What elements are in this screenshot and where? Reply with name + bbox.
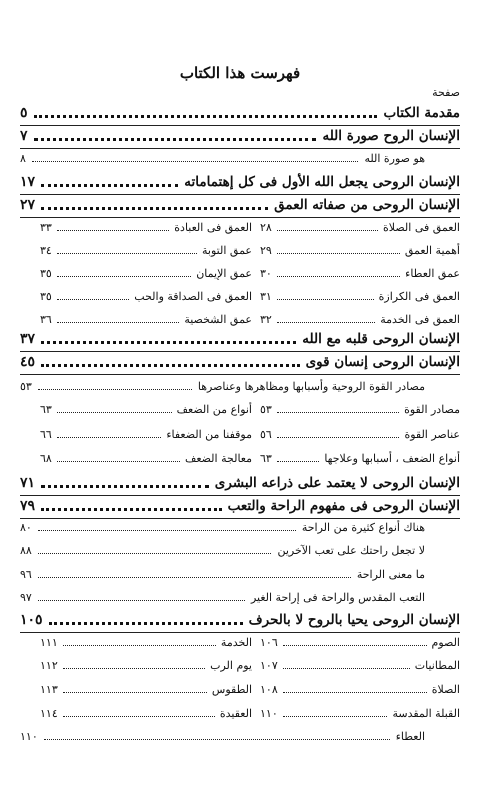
- dot-leader: [41, 341, 296, 344]
- dot-leader: [57, 412, 172, 413]
- toc-subentry-left: [40, 267, 252, 285]
- toc-subentry-left: [40, 428, 252, 446]
- toc-page-number: ٨٨: [20, 544, 32, 557]
- dot-leader: [283, 692, 427, 693]
- toc-page-number: ١١١: [40, 636, 58, 649]
- dot-leader: [277, 437, 399, 438]
- toc-page-number: ٨: [20, 152, 26, 165]
- toc-page-number: ٣٤: [40, 244, 52, 257]
- toc-subentry: [20, 591, 425, 613]
- toc-subentry-right: [260, 244, 460, 262]
- toc-subentry-right: [260, 659, 460, 677]
- toc-page-number: ٣٦: [40, 313, 52, 326]
- dot-leader: [44, 739, 390, 740]
- toc-page-number: ٣٠: [260, 267, 272, 280]
- dot-leader: [63, 645, 216, 646]
- dot-leader: [38, 389, 192, 390]
- dot-leader: [63, 692, 207, 693]
- dot-leader: [277, 412, 399, 413]
- toc-page-number: ٣٣: [40, 221, 52, 234]
- toc-subentry-title: عمق الشخصية: [184, 313, 252, 326]
- toc-subentry-left: [40, 452, 252, 470]
- toc-subentry-title: مصادر القوة: [404, 403, 460, 416]
- toc-subentry-title: معالجة الضعف: [184, 452, 252, 465]
- toc-section-title: الإنسان الروحى من صفاته العمق: [274, 197, 460, 213]
- toc-page-number: ١١٢: [40, 659, 58, 672]
- section-underline: [20, 194, 460, 195]
- dot-leader: [277, 299, 374, 300]
- toc-section-title: الإنسان الروح صورة الله: [322, 128, 460, 144]
- toc-subentry-title: عمق التوبة: [202, 244, 252, 257]
- toc-subentry-title: هو صورة الله: [364, 152, 425, 165]
- toc-subentry-right: [260, 290, 460, 308]
- dot-leader: [41, 207, 268, 210]
- toc-page-number: ٢٩: [260, 244, 272, 257]
- dot-leader: [57, 461, 180, 462]
- toc-page-number: ٧: [20, 128, 28, 144]
- toc-subentry-right: [260, 267, 460, 285]
- toc-section-title: الإنسان الروحى يجعل الله الأول فى كل إهتماماته: [184, 174, 460, 190]
- dot-leader: [277, 253, 400, 254]
- toc-subentry-title: الخدمة: [220, 636, 252, 649]
- toc-subentry-title: العقيدة: [219, 707, 252, 720]
- dot-leader: [41, 364, 300, 367]
- toc-section-title: الإنسان الروحى قلبه مع الله: [302, 331, 460, 347]
- dot-leader: [32, 161, 358, 162]
- toc-page-number: ١٠٥: [20, 612, 43, 628]
- toc-page-number: ٦٦: [40, 428, 52, 441]
- section-underline: [20, 632, 460, 633]
- toc-subentry: [20, 380, 425, 402]
- toc-page-number: ٦٣: [260, 452, 272, 465]
- toc-page-number: ٢٧: [20, 197, 36, 213]
- dot-leader: [38, 577, 351, 578]
- toc-section-entry: [20, 105, 460, 127]
- dot-leader: [283, 668, 410, 669]
- dot-leader: [277, 322, 375, 323]
- toc-subentry-title: أنواع من الضعف: [176, 403, 252, 416]
- toc-subentry-title: عمق العطاء: [405, 267, 460, 280]
- toc-subentry: [20, 730, 425, 752]
- toc-subentry-title: الصلاة: [431, 683, 460, 696]
- dot-leader: [283, 716, 387, 717]
- toc-subentry: [20, 544, 425, 566]
- section-underline: [20, 351, 460, 352]
- toc-subentry-left: [40, 707, 252, 725]
- page-title: فهرست هذا الكتاب: [179, 64, 301, 82]
- toc-page-number: ٧١: [20, 475, 36, 491]
- dot-leader: [57, 322, 179, 323]
- dot-leader: [57, 437, 161, 438]
- dot-leader: [38, 530, 296, 531]
- toc-page-number: ١٠٧: [260, 659, 278, 672]
- section-underline: [20, 125, 460, 126]
- toc-page-number: ٥٣: [20, 380, 32, 393]
- toc-subentry-left: [40, 244, 252, 262]
- toc-page-number: ١١٣: [40, 683, 58, 696]
- toc-subentry-title: أهمية العمق: [404, 244, 460, 257]
- toc-page-number: ١٧: [20, 174, 36, 190]
- toc-section-title: الإنسان الروحى لا يعتمد على ذراعه البشرى: [214, 475, 460, 491]
- toc-section-entry: [20, 612, 460, 634]
- toc-subentry-title: مصادر القوة الروحية وأسبابها ومظاهرها وعناصرها: [197, 380, 425, 393]
- toc-page-number: ٩٦: [20, 568, 32, 581]
- toc-page-number: ٨٠: [20, 521, 32, 534]
- toc-subentry-right: [260, 683, 460, 701]
- dot-leader: [41, 485, 209, 488]
- toc-section-title: الإنسان الروحى إنسان قوى: [305, 354, 460, 370]
- toc-subentry-right: [260, 313, 460, 331]
- toc-subentry-title: هناك أنواع كثيرة من الراحة: [301, 521, 425, 534]
- toc-page-number: ٤٥: [20, 354, 36, 370]
- toc-subentry-title: عمق الإيمان: [196, 267, 252, 280]
- toc-page-number: ٧٩: [20, 498, 36, 514]
- toc-page-number: ٥٦: [260, 428, 272, 441]
- toc-subentry-title: التعب المقدس والراحة فى إراحة الغير: [250, 591, 425, 604]
- section-underline: [20, 148, 460, 149]
- section-underline: [20, 518, 460, 519]
- toc-page-number: ٦٨: [40, 452, 52, 465]
- toc-subentry-title: العمق فى الصلاة: [383, 221, 460, 234]
- dot-leader: [41, 184, 178, 187]
- toc-subentry-title: العمق فى الخدمة: [380, 313, 460, 326]
- dot-leader: [38, 600, 245, 601]
- toc-page-number: ١٠٨: [260, 683, 278, 696]
- dot-leader: [277, 230, 378, 231]
- toc-page-number: ٥٣: [260, 403, 272, 416]
- toc-subentry-left: [40, 683, 252, 701]
- toc-page-number: ١١٤: [40, 707, 58, 720]
- toc-page-number: ٣٥: [40, 290, 52, 303]
- toc-section-title: الإنسان الروحى يحيا بالروح لا بالحرف: [248, 612, 460, 628]
- section-underline: [20, 495, 460, 496]
- toc-section-entry: [20, 475, 460, 497]
- dot-leader: [57, 276, 191, 277]
- toc-page-number: ١١٠: [260, 707, 278, 720]
- dot-leader: [283, 645, 427, 646]
- toc-subentry-title: يوم الرب: [210, 659, 252, 672]
- dot-leader: [63, 716, 215, 717]
- toc-subentry-right: [260, 428, 460, 446]
- toc-section-entry: [20, 354, 460, 376]
- toc-page-number: ٩٧: [20, 591, 32, 604]
- section-underline: [20, 217, 460, 218]
- toc-subentry-left: [40, 403, 252, 421]
- toc-page-number: ٣٥: [40, 267, 52, 280]
- toc-page-number: ١٠٦: [260, 636, 278, 649]
- toc-page-number: ٣١: [260, 290, 272, 303]
- toc-subentry: [20, 152, 425, 174]
- toc-subentry-right: [260, 707, 460, 725]
- section-underline: [20, 374, 460, 375]
- toc-subentry-right: [260, 221, 460, 239]
- toc-subentry-left: [40, 313, 252, 331]
- toc-section-title: الإنسان الروحى فى مفهوم الراحة والتعب: [227, 498, 460, 514]
- toc-subentry-title: العمق فى العبادة: [174, 221, 252, 234]
- page-column-header: صفحة: [432, 86, 460, 99]
- toc-section-entry: [20, 174, 460, 196]
- dot-leader: [57, 299, 129, 300]
- toc-subentry-left: [40, 290, 252, 308]
- dot-leader: [63, 668, 205, 669]
- toc-subentry-title: لا تجعل راحتك على تعب الآخرين: [277, 544, 425, 557]
- toc-subentry-title: القبلة المقدسة: [392, 707, 460, 720]
- toc-section-entry: [20, 498, 460, 520]
- dot-leader: [49, 622, 243, 625]
- toc-subentry-title: العمق فى الكرازة: [378, 290, 460, 303]
- toc-page-number: ٣٧: [20, 331, 36, 347]
- toc-subentry-title: العمق فى الصداقة والحب: [134, 290, 252, 303]
- toc-subentry-title: الطقوس: [211, 683, 252, 696]
- dot-leader: [277, 461, 319, 462]
- toc-subentry-title: ما معنى الراحة: [356, 568, 425, 581]
- toc-subentry: [20, 521, 425, 543]
- dot-leader: [34, 115, 377, 118]
- dot-leader: [41, 508, 222, 511]
- toc-subentry-title: عناصر القوة: [404, 428, 460, 441]
- dot-leader: [34, 138, 316, 141]
- toc-subentry-title: الصوم: [431, 636, 460, 649]
- toc-section-entry: [20, 128, 460, 150]
- toc-subentry-left: [40, 636, 252, 654]
- toc-subentry-right: [260, 452, 460, 470]
- toc-subentry-right: [260, 636, 460, 654]
- toc-page-number: ٥: [20, 105, 28, 121]
- toc-subentry-title: العطاء: [395, 730, 425, 743]
- toc-subentry-title: أنواع الضعف ، أسبابها وعلاجها: [324, 452, 460, 465]
- toc-page-number: ١١٠: [20, 730, 38, 743]
- dot-leader: [38, 553, 271, 554]
- toc-subentry-left: [40, 659, 252, 677]
- dot-leader: [57, 253, 197, 254]
- toc-page-number: ٣٢: [260, 313, 272, 326]
- toc-subentry: [20, 568, 425, 590]
- toc-subentry-left: [40, 221, 252, 239]
- toc-subentry-title: المطانيات: [414, 659, 460, 672]
- toc-section-entry: [20, 331, 460, 353]
- dot-leader: [57, 230, 169, 231]
- toc-page-number: ٢٨: [260, 221, 272, 234]
- toc-subentry-title: موقفنا من الضعفاء: [166, 428, 252, 441]
- dot-leader: [277, 276, 400, 277]
- toc-page-number: ٦٣: [40, 403, 52, 416]
- toc-section-title: مقدمة الكتاب: [383, 105, 460, 121]
- toc-section-entry: [20, 197, 460, 219]
- toc-subentry-right: [260, 403, 460, 421]
